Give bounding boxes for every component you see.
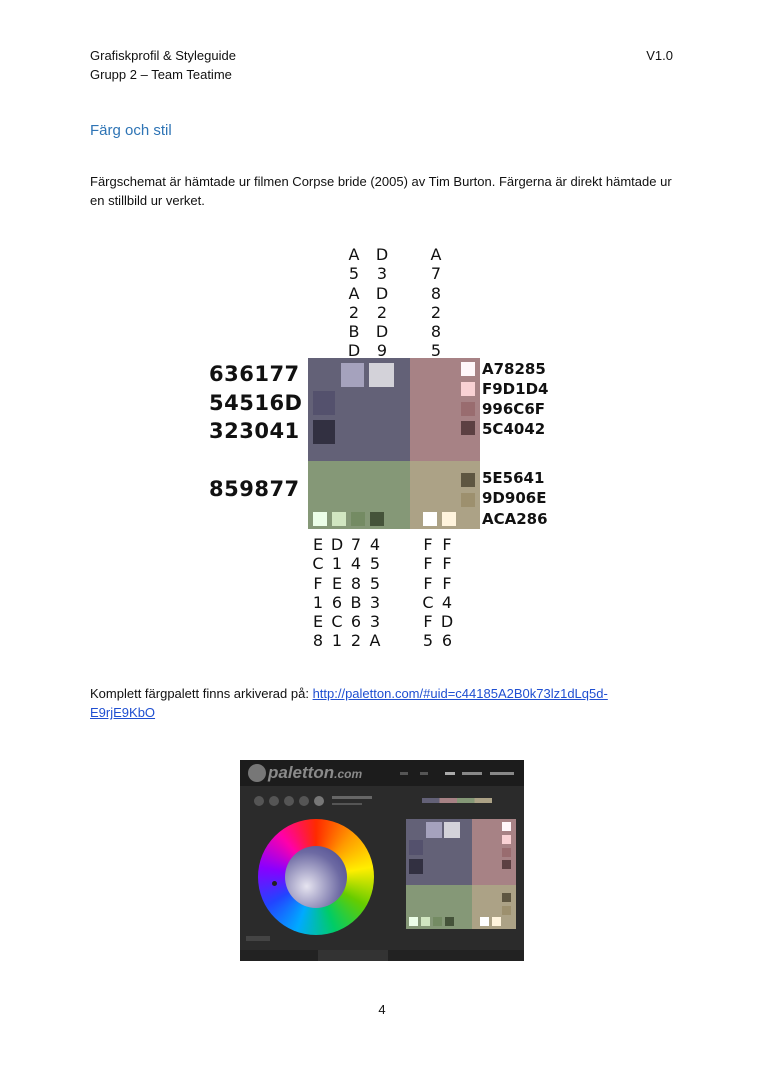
mini-swatch-3 — [409, 840, 423, 855]
paletton-screenshot — [240, 760, 524, 961]
swatch-d1e6c1 — [332, 512, 346, 526]
link-prefix: Komplett färgpalett finns arkiverad på: — [90, 686, 313, 701]
bottom-hex-column-6: F F F 4 D 6 — [440, 535, 454, 651]
paletton-menu-mark-4 — [462, 772, 482, 775]
swatch-d3d2d9 — [369, 363, 394, 387]
mini-swatch-1 — [426, 822, 442, 838]
tool-icon-1 — [254, 796, 264, 806]
swatch-ecfee8 — [313, 512, 327, 526]
mini-swatch-6 — [502, 835, 511, 844]
swatch-45533a — [370, 512, 384, 526]
page-number: 4 — [378, 1002, 386, 1017]
tool-icon-3 — [284, 796, 294, 806]
bottom-tab[interactable] — [318, 950, 388, 961]
hex-label-54516d: 54516D — [209, 391, 303, 415]
palette-strip — [422, 798, 492, 803]
swatch-9d906e — [461, 493, 475, 507]
palette-link-paragraph — [90, 684, 690, 722]
mini-swatch-2 — [444, 822, 460, 838]
bottom-hex-column-3: 7 4 8 B 6 2 — [350, 535, 362, 651]
mini-swatch-15 — [480, 917, 489, 926]
swatch-748b63 — [351, 512, 365, 526]
hex-label-636177: 636177 — [209, 362, 300, 386]
tool-text-1 — [332, 796, 372, 799]
tool-icon-5 — [314, 796, 324, 806]
hex-label-f9d1d4: F9D1D4 — [482, 380, 549, 398]
paletton-menu-mark-5 — [490, 772, 514, 775]
bottom-hex-column-2: D 1 E 6 C 1 — [330, 535, 344, 651]
intro-line-2: en stillbild ur verket. — [90, 193, 205, 208]
hex-label-9d906e: 9D906E — [482, 489, 547, 507]
mini-swatch-16 — [492, 917, 501, 926]
swatch-f9d1d4 — [461, 382, 475, 396]
tool-icon-2 — [269, 796, 279, 806]
swatch-5c4042 — [461, 421, 475, 435]
color-wheel-center — [285, 846, 347, 908]
swatch-a5a2bd — [341, 363, 364, 387]
hex-label-5c4042: 5C4042 — [482, 420, 546, 438]
mini-swatch-4 — [409, 859, 423, 874]
base-rgb-field[interactable] — [246, 936, 270, 941]
swatch-fff4dd — [442, 512, 456, 526]
mini-swatch-10 — [502, 906, 511, 915]
tool-text-2 — [332, 803, 362, 805]
section-title: Färg och stil — [90, 122, 172, 139]
paletton-logo-icon — [248, 764, 266, 782]
paletton-menu-mark-3 — [445, 772, 455, 775]
top-hex-column-1: A 5 A 2 B D — [347, 245, 361, 361]
bottom-hex-column-1: E C F 1 E 8 — [312, 535, 324, 651]
paletton-link-continued[interactable]: E9rjE9KbO — [90, 705, 156, 720]
swatch-fff7fa — [461, 362, 475, 376]
hex-label-996c6f: 996C6F — [482, 400, 546, 418]
paletton-topbar — [240, 760, 524, 786]
version-label: V1.0 — [646, 48, 673, 63]
paletton-menu-mark-2 — [420, 772, 428, 775]
swatch-323041 — [313, 420, 335, 444]
top-hex-column-2: D 3 D 2 D 9 — [375, 245, 389, 361]
mini-swatch-5 — [502, 822, 511, 831]
hex-label-323041: 323041 — [209, 419, 300, 443]
mini-swatch-8 — [502, 860, 511, 869]
bottom-hex-column-5: F F F C F 5 — [422, 535, 434, 651]
swatch-54516d — [313, 391, 335, 415]
hex-label-aca286: ACA286 — [482, 510, 548, 528]
group-name: Grupp 2 – Team Teatime — [90, 67, 232, 82]
mini-swatch-7 — [502, 848, 511, 857]
paletton-link[interactable]: http://paletton.com/#uid=c44185A2B0k73lz1dLq5d- — [312, 686, 608, 701]
tool-icon-4 — [299, 796, 309, 806]
mini-swatch-12 — [421, 917, 430, 926]
swatch-996c6f — [461, 402, 475, 416]
swatch-5e5641 — [461, 473, 475, 487]
doc-title: Grafiskprofil & Styleguide — [90, 48, 236, 63]
paletton-logo: paletton.com — [268, 763, 363, 782]
swatch-ffffff — [423, 512, 437, 526]
mini-swatch-13 — [433, 917, 442, 926]
intro-line-1: Färgschemat är hämtade ur filmen Corpse bride (2005) av Tim Burton. Färgerna är direkt hämtade ur — [90, 174, 672, 189]
bottom-hex-column-4: 4 5 5 3 3 A — [369, 535, 381, 651]
mini-swatch-9 — [502, 893, 511, 902]
mini-swatch-11 — [409, 917, 418, 926]
paletton-bottombar — [240, 950, 524, 961]
wheel-handle[interactable] — [272, 881, 277, 886]
hex-label-859877: 859877 — [209, 477, 300, 501]
mini-swatch-14 — [445, 917, 454, 926]
hex-label-5e5641: 5E5641 — [482, 469, 545, 487]
hex-label-a78285: A78285 — [482, 360, 546, 378]
top-hex-column-3: A 7 8 2 8 5 — [430, 245, 442, 361]
paletton-menu-mark-1 — [400, 772, 408, 775]
